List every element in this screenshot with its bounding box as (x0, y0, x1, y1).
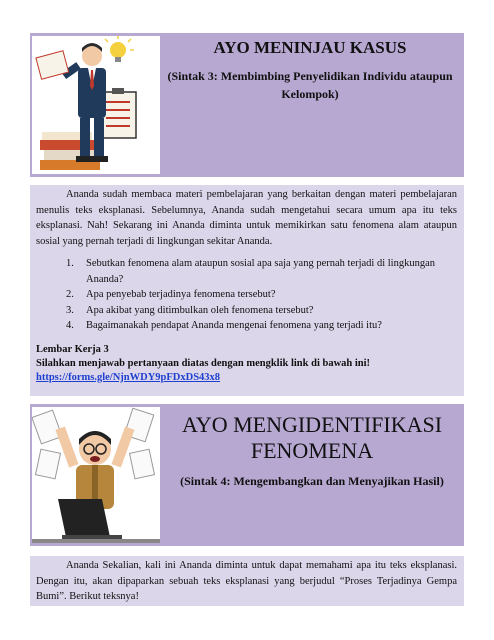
worksheet-form-link[interactable]: https://forms.gle/NjnWDY9pFDxDS43x8 (36, 372, 221, 383)
section-1-subtitle: (Sintak 3: Membimbing Penyelidikan Individu ataupun Kelompok) (167, 69, 453, 101)
section-1-title: AYO MENINJAU KASUS (213, 38, 407, 57)
businessman-idea-illustration (32, 36, 160, 174)
question-item: 2. Apa penyebab terjadinya fenomena tersebut? (66, 289, 276, 300)
stressed-student-illustration (32, 407, 160, 543)
question-item: 4. Bagaimanakah pendapat Ananda mengenai fenomena yang terjadi itu? (66, 320, 382, 331)
section-2-paragraph: Ananda Sekalian, kali ini Ananda diminta untuk dapat memahami apa itu teks eksplanasi. Dengan itu, akan dipaparkan sebuah teks eksplanasi yang berjudul “Proses Terjadinya Gempa Bumi”. Berikut teksnya! (36, 560, 457, 602)
section-1-paragraph: Ananda sudah membaca materi pembelajaran yang berkaitan dengan materi pembelajaran menulis teks eksplanasi. Sebelumnya, Ananda sudah mengetahui secara umum apa itu teks eksplanasi. Nah! Sekarang ini Ananda diminta untuk memikirkan satu fenomena alam ataupun sosial yang pernah terjadi di lingkungan sekitar Ananda. (36, 189, 457, 247)
section-2-subtitle: (Sintak 4: Mengembangkan dan Menyajikan Hasil) (180, 474, 444, 488)
section-2-title: AYO MENGIDENTIFIKASI FENOMENA (181, 412, 443, 463)
question-list (66, 256, 456, 334)
question-item: 1. Sebutkan fenomena alam ataupun sosial apa saja yang pernah terjadi di lingkungan Ananda? (66, 258, 436, 285)
worksheet-instruction: Silahkan menjawab pertanyaan diatas dengan mengklik link di bawah ini! (36, 358, 371, 369)
question-item: 3. Apa akibat yang ditimbulkan oleh fenomena tersebut? (66, 304, 314, 316)
worksheet-title: Lembar Kerja 3 (36, 344, 109, 355)
